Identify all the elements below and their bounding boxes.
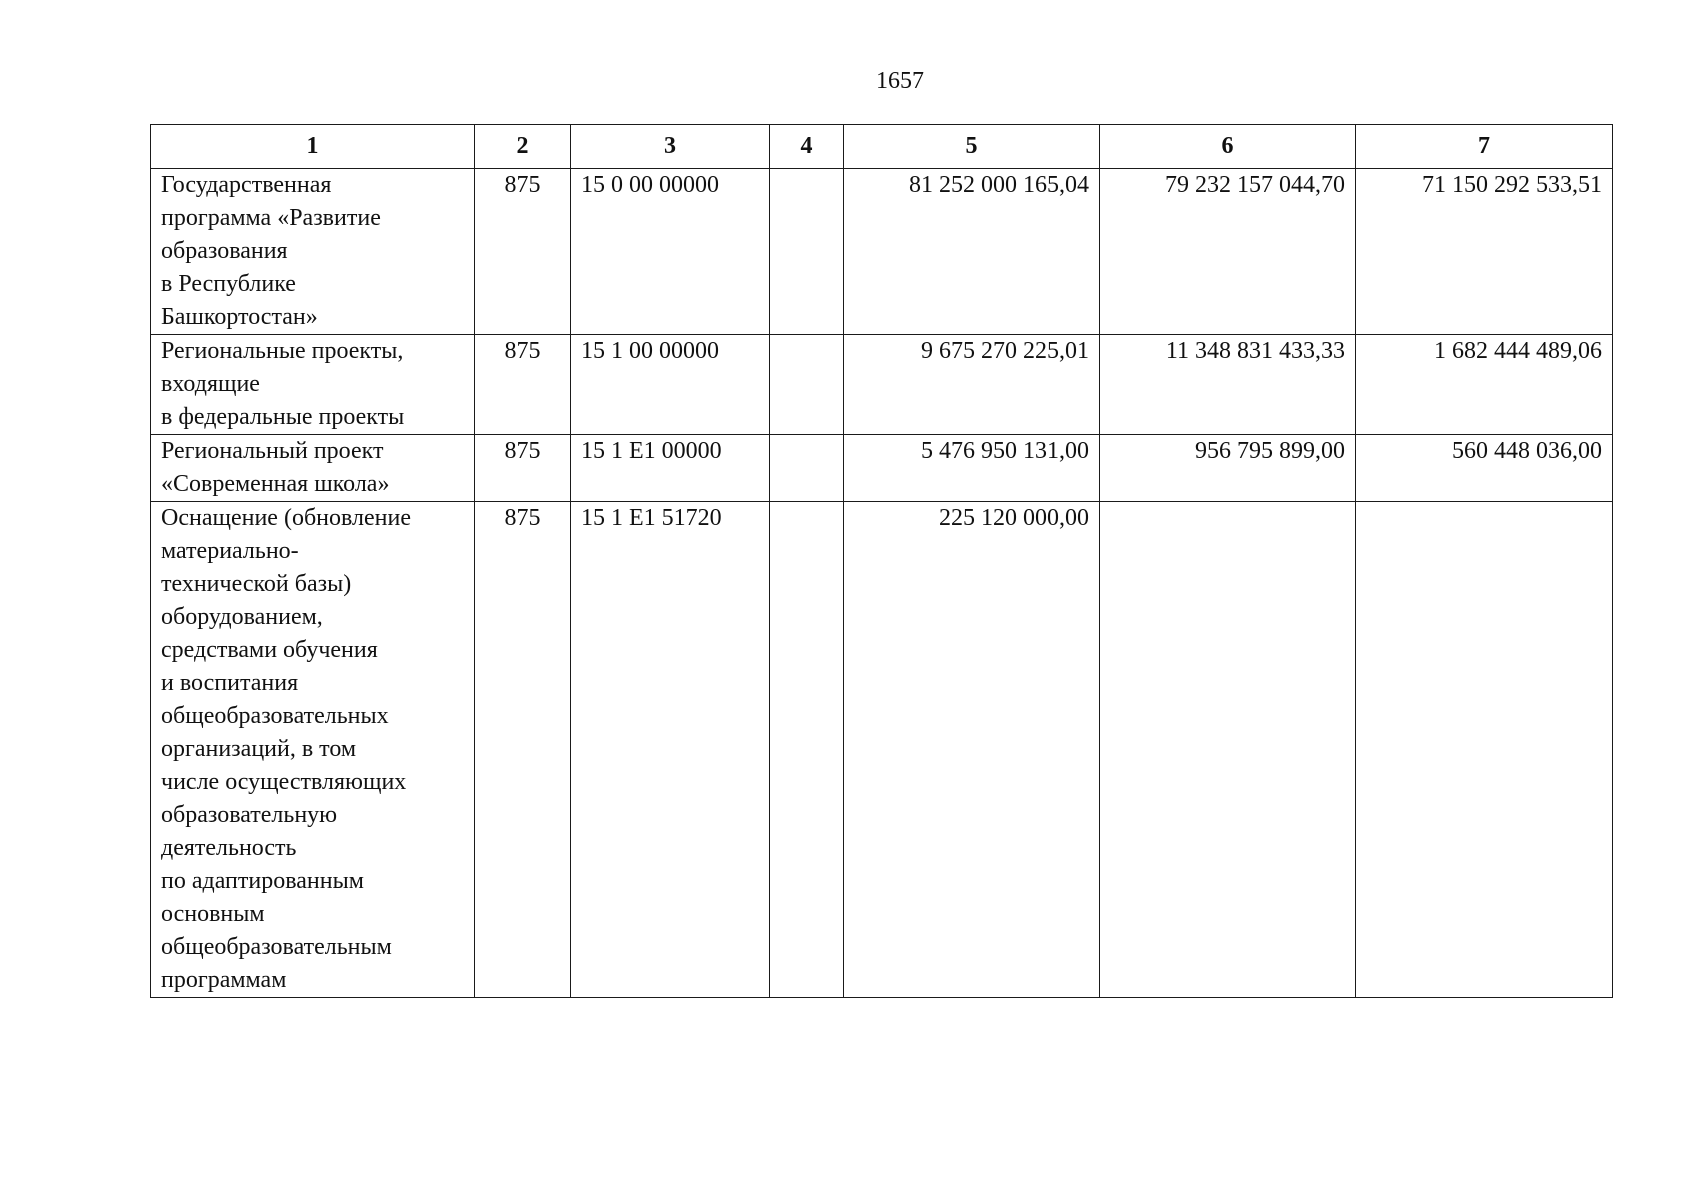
row-vr-cell: [770, 435, 844, 502]
row-name-line: общеобразовательным: [161, 934, 392, 960]
row-vr-cell: [770, 502, 844, 998]
column-header-1: 1: [151, 125, 475, 169]
row-name-line: образовательную: [161, 802, 338, 828]
row-name-line: организаций, в том: [161, 736, 357, 762]
row-name-line: Региональные проекты,: [161, 338, 404, 364]
row-sum2-cell: 956 795 899,00: [1100, 435, 1356, 502]
row-sum3-cell: 1 682 444 489,06: [1356, 335, 1613, 435]
header-row: [151, 125, 1613, 169]
row-name-line: оборудованием,: [161, 604, 323, 630]
column-header-3: 3: [571, 125, 770, 169]
page-number: 1657: [876, 68, 924, 94]
row-name-line: Оснащение (обновление: [161, 505, 411, 531]
row-name-line: входящие: [161, 371, 260, 397]
row-name-cell: [151, 435, 475, 502]
row-name-cell: [151, 169, 475, 335]
row-csr-cell: 15 1 E1 00000: [571, 435, 770, 502]
row-sum2-cell: 11 348 831 433,33: [1100, 335, 1356, 435]
row-name-line: «Современная школа»: [161, 471, 390, 497]
row-name-line: средствами обучения: [161, 637, 378, 663]
row-sum3-cell: 560 448 036,00: [1356, 435, 1613, 502]
row-sum1-cell: 225 120 000,00: [844, 502, 1100, 998]
row-name-line: Региональный проект: [161, 438, 384, 464]
row-code-cell: 875: [475, 335, 571, 435]
column-header-2: 2: [475, 125, 571, 169]
row-csr-cell: 15 1 E1 51720: [571, 502, 770, 998]
column-header-7: 7: [1356, 125, 1613, 169]
row-sum3-cell: [1356, 502, 1613, 998]
column-header-5: 5: [844, 125, 1100, 169]
row-csr-cell: 15 0 00 00000: [571, 169, 770, 335]
column-header-4: 4: [770, 125, 844, 169]
row-name-line: по адаптированным: [161, 868, 364, 894]
row-code-cell: 875: [475, 435, 571, 502]
row-name-line: Башкортостан»: [161, 304, 318, 330]
row-code-cell: 875: [475, 169, 571, 335]
row-name-line: в федеральные проекты: [161, 404, 405, 430]
row-name-line: Государственная: [161, 172, 332, 198]
row-name-cell: [151, 335, 475, 435]
table-row: [151, 169, 1613, 335]
row-name-line: основным: [161, 901, 265, 927]
row-name-line: числе осуществляющих: [161, 769, 407, 795]
table-row: [151, 502, 1613, 998]
row-csr-cell: 15 1 00 00000: [571, 335, 770, 435]
row-sum2-cell: 79 232 157 044,70: [1100, 169, 1356, 335]
row-vr-cell: [770, 169, 844, 335]
row-sum1-cell: 5 476 950 131,00: [844, 435, 1100, 502]
row-code-cell: 875: [475, 502, 571, 998]
row-name-line: деятельность: [161, 835, 297, 861]
row-name-line: и воспитания: [161, 670, 299, 696]
row-name-line: в Республике: [161, 271, 296, 297]
row-name-line: программам: [161, 967, 287, 993]
row-name-line: образования: [161, 238, 288, 264]
column-header-6: 6: [1100, 125, 1356, 169]
row-sum1-cell: 81 252 000 165,04: [844, 169, 1100, 335]
row-name-line: общеобразовательных: [161, 703, 389, 729]
budget-table: [150, 124, 1613, 998]
row-name-line: материально-: [161, 538, 299, 564]
row-name-cell: [151, 502, 475, 998]
table-row: [151, 335, 1613, 435]
row-sum2-cell: [1100, 502, 1356, 998]
row-sum1-cell: 9 675 270 225,01: [844, 335, 1100, 435]
table-row: [151, 435, 1613, 502]
row-name-line: программа «Развитие: [161, 205, 381, 231]
row-sum3-cell: 71 150 292 533,51: [1356, 169, 1613, 335]
row-name-line: технической базы): [161, 571, 352, 597]
row-vr-cell: [770, 335, 844, 435]
